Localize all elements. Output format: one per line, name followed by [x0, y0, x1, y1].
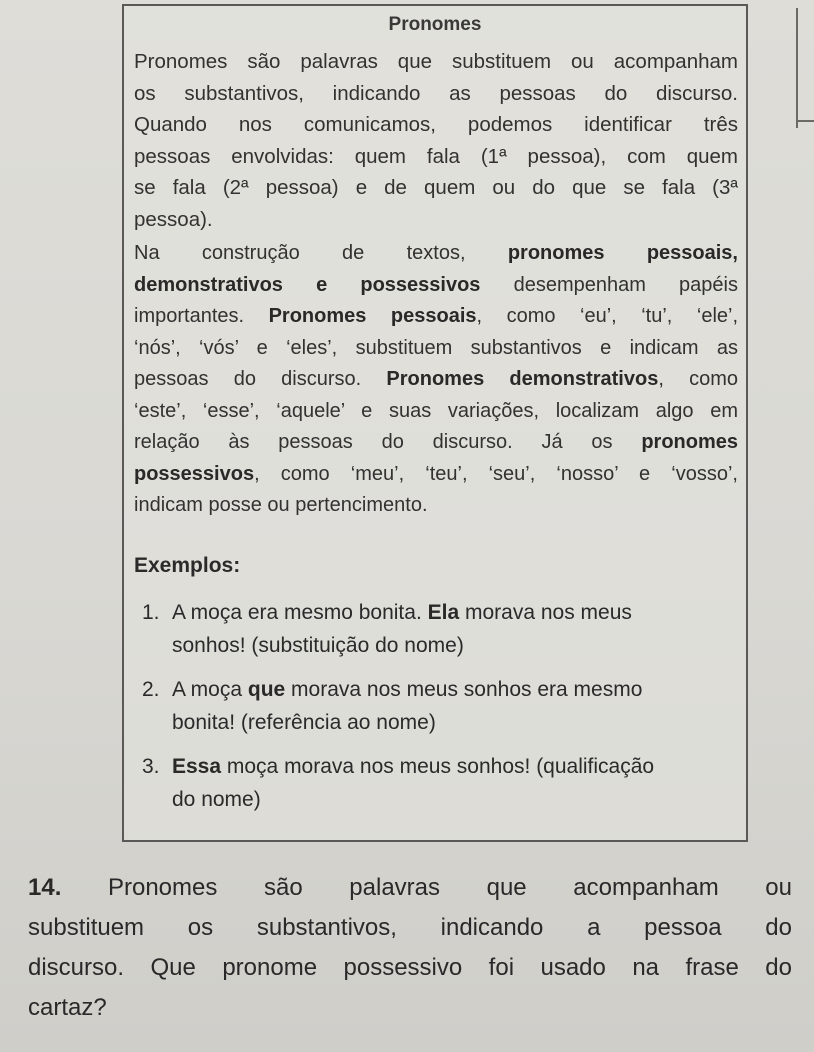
types-line-9: indicam posse ou pertencimento. [134, 494, 428, 516]
bold-term: Essa [172, 755, 222, 778]
intro-line-3: Quando nos comunicamos, podemos identificar três [134, 113, 738, 136]
adjacent-page-line [796, 120, 814, 122]
example-item [142, 673, 732, 739]
text-run: do nome) [172, 788, 261, 811]
examples-heading: Exemplos: [134, 554, 241, 577]
example-item [142, 750, 732, 816]
types-line-3 [134, 301, 738, 333]
types-line-8 [134, 459, 738, 491]
text-run: , como [658, 368, 738, 390]
bold-term: possessivos [134, 462, 255, 485]
intro-line-2: os substantivos, indicando as pessoas do discurso. [134, 81, 738, 105]
example-number: 2. [142, 678, 160, 701]
types-paragraph [134, 238, 738, 522]
intro-paragraph [134, 46, 738, 235]
bold-term: pronomes [641, 431, 738, 453]
question-14 [28, 868, 792, 1028]
bold-term: Pronomes pessoais [268, 305, 477, 327]
text-run: Pronomes são palavras que acompanham ou [61, 874, 792, 901]
text-run: relação às pessoas do discurso. Já os [134, 431, 642, 453]
pronomes-info-box [122, 4, 748, 842]
question-line-4: cartaz? [28, 994, 107, 1021]
bold-term: que [247, 678, 286, 701]
example-number: 3. [142, 755, 160, 778]
bold-term: Ela [427, 601, 460, 624]
intro-line-6: pessoa). [134, 207, 213, 231]
question-number: 14. [28, 874, 62, 901]
example-item [142, 596, 732, 662]
text-run: pessoas do discurso. [134, 368, 387, 390]
text-run: morava nos meus sonhos era mesmo [285, 678, 643, 701]
text-run: moça morava nos meus sonhos! (qualificação [221, 755, 655, 778]
box-title: Pronomes [388, 14, 482, 35]
intro-line-1: Pronomes são palavras que substituem ou acompanham [134, 50, 738, 73]
intro-line-5: se fala (2ª pessoa) e de quem ou do que se fala (3ª [134, 176, 738, 199]
bold-term: pronomes pessoais, [507, 242, 738, 264]
types-line-5 [134, 364, 738, 396]
text-run: A moça [172, 678, 248, 701]
question-line-3: discurso. Que pronome possessivo foi usado na frase do [28, 954, 792, 981]
bold-term: Pronomes demonstrativos [386, 368, 659, 390]
text-run: , como ‘eu’, ‘tu’, ‘ele’, [476, 305, 739, 327]
types-line-6: ‘este’, ‘esse’, ‘aquele’ e suas variações, localizam algo em [134, 399, 738, 422]
bold-term: demonstrativos e possessivos [134, 273, 481, 296]
example-number: 1. [142, 601, 160, 624]
text-run: sonhos! (substituição do nome) [172, 634, 464, 657]
question-line-1 [28, 868, 792, 908]
example-text [172, 596, 732, 662]
text-run: , como ‘meu’, ‘teu’, ‘seu’, ‘nosso’ e ‘vosso’, [254, 462, 738, 485]
text-run: A moça era mesmo bonita. [172, 601, 428, 624]
text-run: desempenham papéis [480, 273, 738, 296]
types-line-4: ‘nós’, ‘vós’ e ‘eles’, substituem substantivos e indicam as [134, 336, 738, 359]
adjacent-page-edge [796, 8, 814, 128]
types-line-1 [134, 238, 738, 270]
text-run: Na construção de textos, [134, 242, 508, 264]
text-run: bonita! (referência ao nome) [172, 711, 436, 734]
question-line-2: substituem os substantivos, indicando a pessoa do [28, 914, 792, 941]
types-line-7 [134, 427, 738, 459]
intro-line-4: pessoas envolvidas: quem fala (1ª pessoa), com quem [134, 144, 738, 168]
example-text [172, 750, 732, 816]
text-run: importantes. [134, 305, 269, 327]
types-line-2 [134, 270, 738, 302]
example-text [172, 673, 732, 739]
text-run: morava nos meus [459, 601, 632, 624]
